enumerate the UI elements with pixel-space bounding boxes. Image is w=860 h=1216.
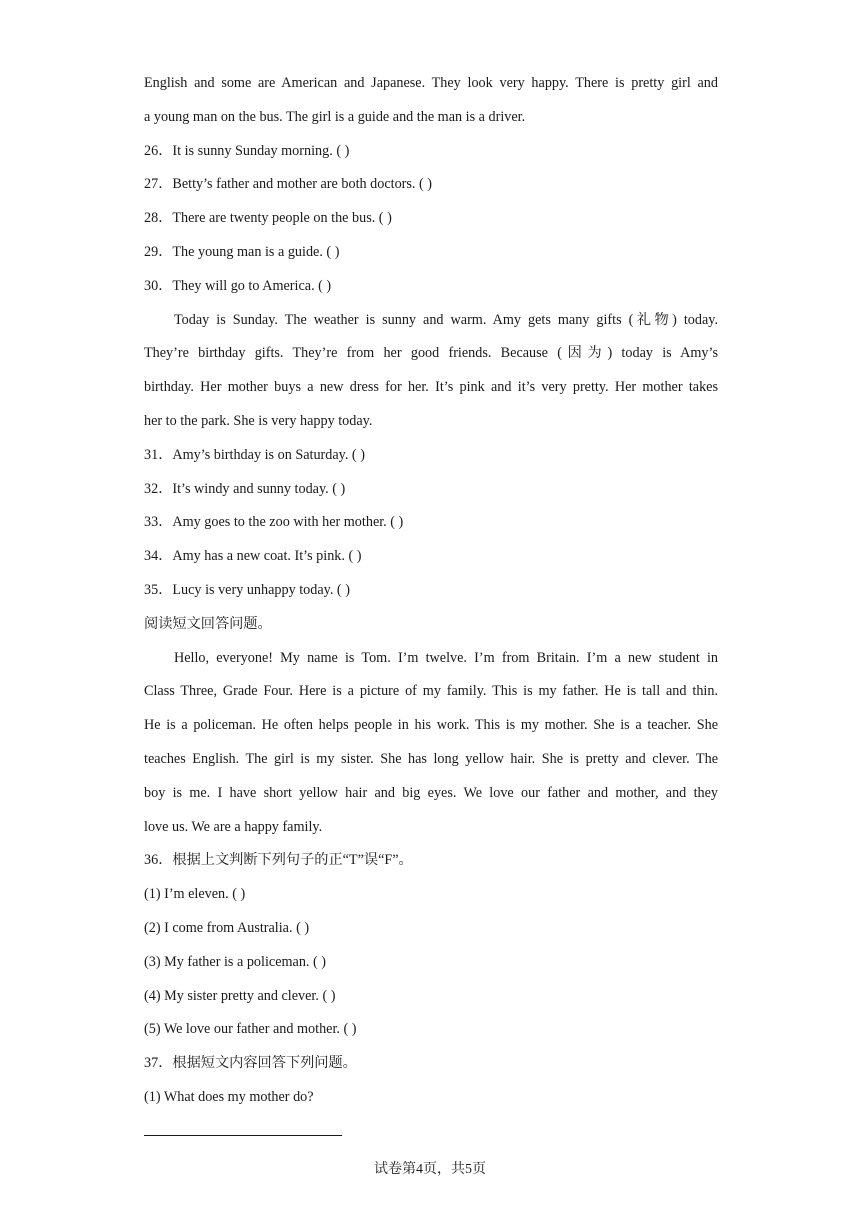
passage-line: English and some are American and Japanese. They look very happy. There is pretty girl and bbox=[144, 75, 718, 91]
question-27: 27．Betty’s father and mother are both doctors. ( ) bbox=[144, 176, 433, 193]
question-36-prompt: 36．根据上文判断下列句子的正“T”误“F”。 bbox=[144, 852, 413, 869]
passage-line: Today is Sunday. The weather is sunny and warm. Amy gets many gifts (礼物) today. bbox=[174, 311, 718, 328]
question-36-item: (2) I come from Australia. ( ) bbox=[144, 919, 310, 936]
passage-line: Hello, everyone! My name is Tom. I’m twelve. I’m from Britain. I’m a new student in bbox=[174, 649, 718, 666]
passage-3 bbox=[144, 642, 718, 845]
question-36-item: (4) My sister pretty and clever. ( ) bbox=[144, 987, 336, 1004]
question-35: 35．Lucy is very unhappy today. ( ) bbox=[144, 581, 350, 598]
passage-line: her to the park. She is very happy today. bbox=[144, 412, 373, 429]
question-28: 28．There are twenty people on the bus. ( ) bbox=[144, 210, 392, 227]
question-34: 34．Amy has a new coat. It’s pink. ( ) bbox=[144, 548, 362, 565]
answer-line[interactable] bbox=[144, 1135, 342, 1136]
question-30: 30．They will go to America. ( ) bbox=[144, 277, 332, 294]
passage-line: love us. We are a happy family. bbox=[144, 818, 323, 835]
question-31: 31．Amy’s birthday is on Saturday. ( ) bbox=[144, 446, 365, 463]
page-footer: 试卷第4页，共5页 bbox=[374, 1162, 486, 1177]
passage-2 bbox=[144, 304, 718, 439]
question-32: 32．It’s windy and sunny today. ( ) bbox=[144, 480, 346, 497]
question-33: 33．Amy goes to the zoo with her mother. ( ) bbox=[144, 514, 404, 531]
question-36-item: (3) My father is a policeman. ( ) bbox=[144, 953, 327, 970]
exam-page-content bbox=[144, 67, 718, 1115]
section-heading: 阅读短文回答问题。 bbox=[144, 615, 272, 632]
question-36 bbox=[144, 844, 718, 1047]
passage-line: birthday. Her mother buys a new dress for her. It’s pink and it’s very pretty. Her mother takes bbox=[144, 379, 718, 396]
passage-line: He is a policeman. He often helps people in his work. This is my mother. She is a teacher. She bbox=[144, 717, 718, 734]
question-37-item: (1) What does my mother do? bbox=[144, 1088, 314, 1105]
question-36-item: (5) We love our father and mother. ( ) bbox=[144, 1021, 357, 1038]
question-29: 29．The young man is a guide. ( ) bbox=[144, 243, 340, 260]
passage-line: a young man on the bus. The girl is a guide and the man is a driver. bbox=[144, 108, 526, 125]
passage-line: They’re birthday gifts. They’re from her good friends. Because (因为) today is Amy’s bbox=[144, 345, 718, 362]
question-37 bbox=[144, 1047, 718, 1115]
passage-1-continuation bbox=[144, 67, 718, 135]
passage-line: boy is me. I have short yellow hair and big eyes. We love our father and mother, and they bbox=[144, 784, 718, 801]
question-26: 26．It is sunny Sunday morning. ( ) bbox=[144, 142, 350, 159]
question-37-prompt: 37．根据短文内容回答下列问题。 bbox=[144, 1055, 357, 1072]
question-36-item: (1) I’m eleven. ( ) bbox=[144, 886, 246, 903]
questions-26-30 bbox=[144, 135, 718, 304]
passage-line: Class Three, Grade Four. Here is a picture of my family. This is my father. He is tall and thin. bbox=[144, 683, 718, 700]
passage-line: teaches English. The girl is my sister. She has long yellow hair. She is pretty and clever. The bbox=[144, 750, 718, 767]
questions-31-35 bbox=[144, 439, 718, 608]
